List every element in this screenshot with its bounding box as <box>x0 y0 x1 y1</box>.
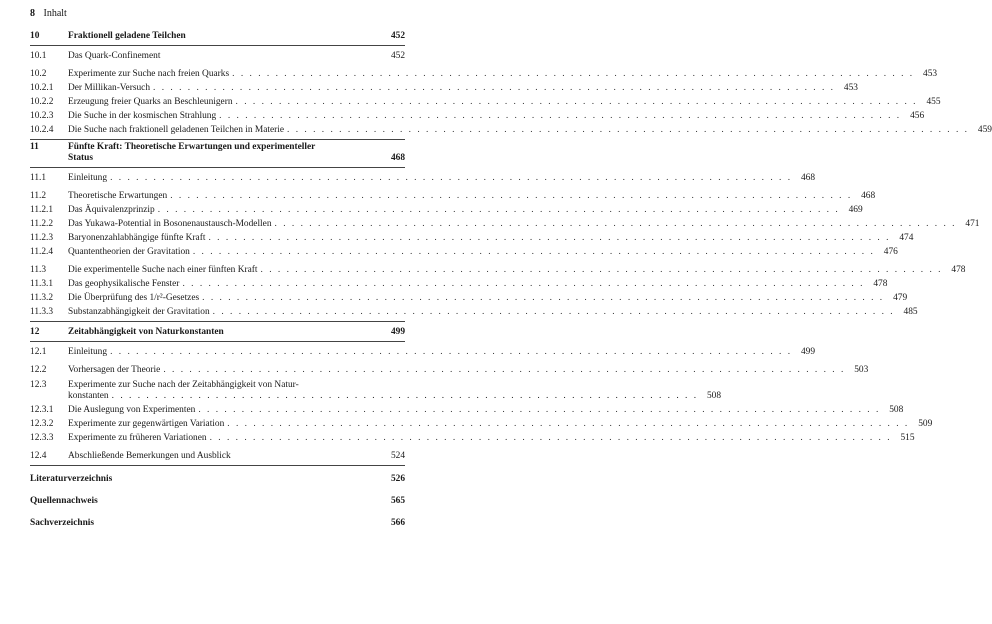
toc-entry: 12.1 Einleitung . . . 499 <box>30 344 405 358</box>
toc-entry: 11.3.2 Die Überprüfung des 1/r²-Gesetzes . . . 479 <box>30 290 405 304</box>
toc-entry: 10.2.2 Erzeugung freier Quarks an Beschleunigern . . . 455 <box>30 94 405 108</box>
toc-entry: 11.1 Einleitung . . . 468 <box>30 170 405 184</box>
chapter-rule <box>30 45 405 46</box>
toc-entry: 11.2.1 Das Äquivalenzprinzip . . . 469 <box>30 202 405 216</box>
chapter-rule <box>30 465 405 466</box>
toc-entry: 10.2 Experimente zur Suche nach freien Quarks . . . 453 <box>30 66 405 80</box>
toc-sachverzeichnis: Sachverzeichnis 566 <box>30 518 405 528</box>
toc-quellennachweis: Quellennachweis 565 <box>30 496 405 506</box>
toc-literaturverzeichnis: Literaturverzeichnis 526 <box>30 474 405 484</box>
toc-entry: 11.3.3 Substanzabhängigkeit der Gravitation . . . 485 <box>30 304 405 318</box>
chapter-rule <box>30 341 405 342</box>
toc-entry: 12.3.1 Die Auslegung von Experimenten . . . 508 <box>30 402 405 416</box>
running-title: Inhalt <box>43 8 67 19</box>
chapter-rule <box>30 321 405 322</box>
toc-entry: 12.3.2 Experimente zur gegenwärtigen Variation . . . 509 <box>30 416 405 430</box>
toc-entry: 11.2.2 Das Yukawa-Potential in Bosonenaustausch-Modellen . . . 471 <box>30 216 405 230</box>
toc-chapter-12: 12 Zeitabhängigkeit von Naturkonstanten 499 <box>30 327 405 337</box>
chapter-rule <box>30 139 405 140</box>
toc-entry: 12.3.3 Experimente zu früheren Variationen . . . 515 <box>30 430 405 444</box>
page-number: 8 <box>30 8 35 19</box>
toc-entry: 11.3.1 Das geophysikalische Fenster . . . 478 <box>30 276 405 290</box>
toc-chapter-10: 10 Fraktionell geladene Teilchen 452 <box>30 31 405 41</box>
table-of-contents <box>30 28 992 534</box>
toc-entry: 12.2 Vorhersagen der Theorie . . . 503 <box>30 362 405 376</box>
toc-entry: 12.3 Experimente zur Suche nach der Zeitabhängigkeit von Natur- konstanten . . . 508 <box>30 380 405 402</box>
toc-entry: 10.2.1 Der Millikan-Versuch . . . 453 <box>30 80 405 94</box>
toc-entry: 10.2.3 Die Suche in der kosmischen Strahlung . . . 456 <box>30 108 405 122</box>
toc-entry: 10.1 Das Quark-Confinement 452 <box>30 51 405 61</box>
toc-entry: 12.4 Abschließende Bemerkungen und Ausblick 524 <box>30 451 405 461</box>
toc-entry: 11.3 Die experimentelle Suche nach einer fünften Kraft . . . 478 <box>30 262 405 276</box>
chapter-rule <box>30 167 405 168</box>
toc-entry: 11.2.4 Quantentheorien der Gravitation . . . 476 <box>30 244 405 258</box>
toc-chapter-11: 11 Fünfte Kraft: Theoretische Erwartungen und experimenteller Status 468 <box>30 142 405 163</box>
toc-entry: 10.2.4 Die Suche nach fraktionell geladenen Teilchen in Materie . . . 459 <box>30 122 405 136</box>
toc-entry: 11.2 Theoretische Erwartungen . . . 468 <box>30 188 405 202</box>
toc-entry: 11.2.3 Baryonenzahlabhängige fünfte Kraft . . . 474 <box>30 230 405 244</box>
page-header <box>30 8 67 19</box>
